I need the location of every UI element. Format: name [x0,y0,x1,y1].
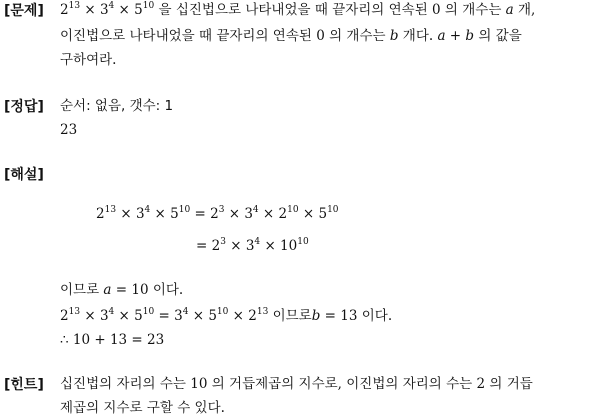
solution-step-3: ∴ 10 + 13 = 23 [60,332,165,348]
answer-value: 23 [60,122,78,138]
problem-label: [문제] [4,3,44,19]
problem-line-1: $2^{13} \times 3^4 \times 5^{10}$ 을 십진법으로 나타내었을 때 끝자리의 연속된 0 의 개수는 a 개, [60,1,536,18]
hint-label: [힌트] [4,377,44,393]
hint-line-2: 제곱의 지수로 구할 수 있다. [60,400,225,416]
solution-equation-2: = $2^3 \times 3^4 \times 10^{10}$ [196,237,309,254]
answer-label: [정답] [4,99,44,115]
solution-label: [해설] [4,167,44,183]
solution-step-1: 이므로 a = 10 이다. [60,282,184,298]
hint-line-1: 십진법의 자리의 수는 10 의 거듭제곱의 지수로, 이진법의 자리의 수는 2 의 거듭 [60,376,533,392]
problem-line-2: 이진법으로 나타내었을 때 끝자리의 연속된 0 의 개수는 b 개다. a + b 의 값을 [60,28,522,44]
problem-line-3: 구하여라. [60,52,117,68]
solution-step-2: $2^{13} \times 3^4 \times 5^{10} = 3^4 \times 5^{10} \times 2^{13}$ 이므로b = 13 이다. [60,307,393,324]
solution-equation-1: $2^{13} \times 3^4 \times 5^{10} = 2^3 \times 3^4 \times 2^{10} \times 5^{10}$ [96,205,339,222]
answer-meta: 순서: 없음, 갯수: 1 [60,98,174,114]
